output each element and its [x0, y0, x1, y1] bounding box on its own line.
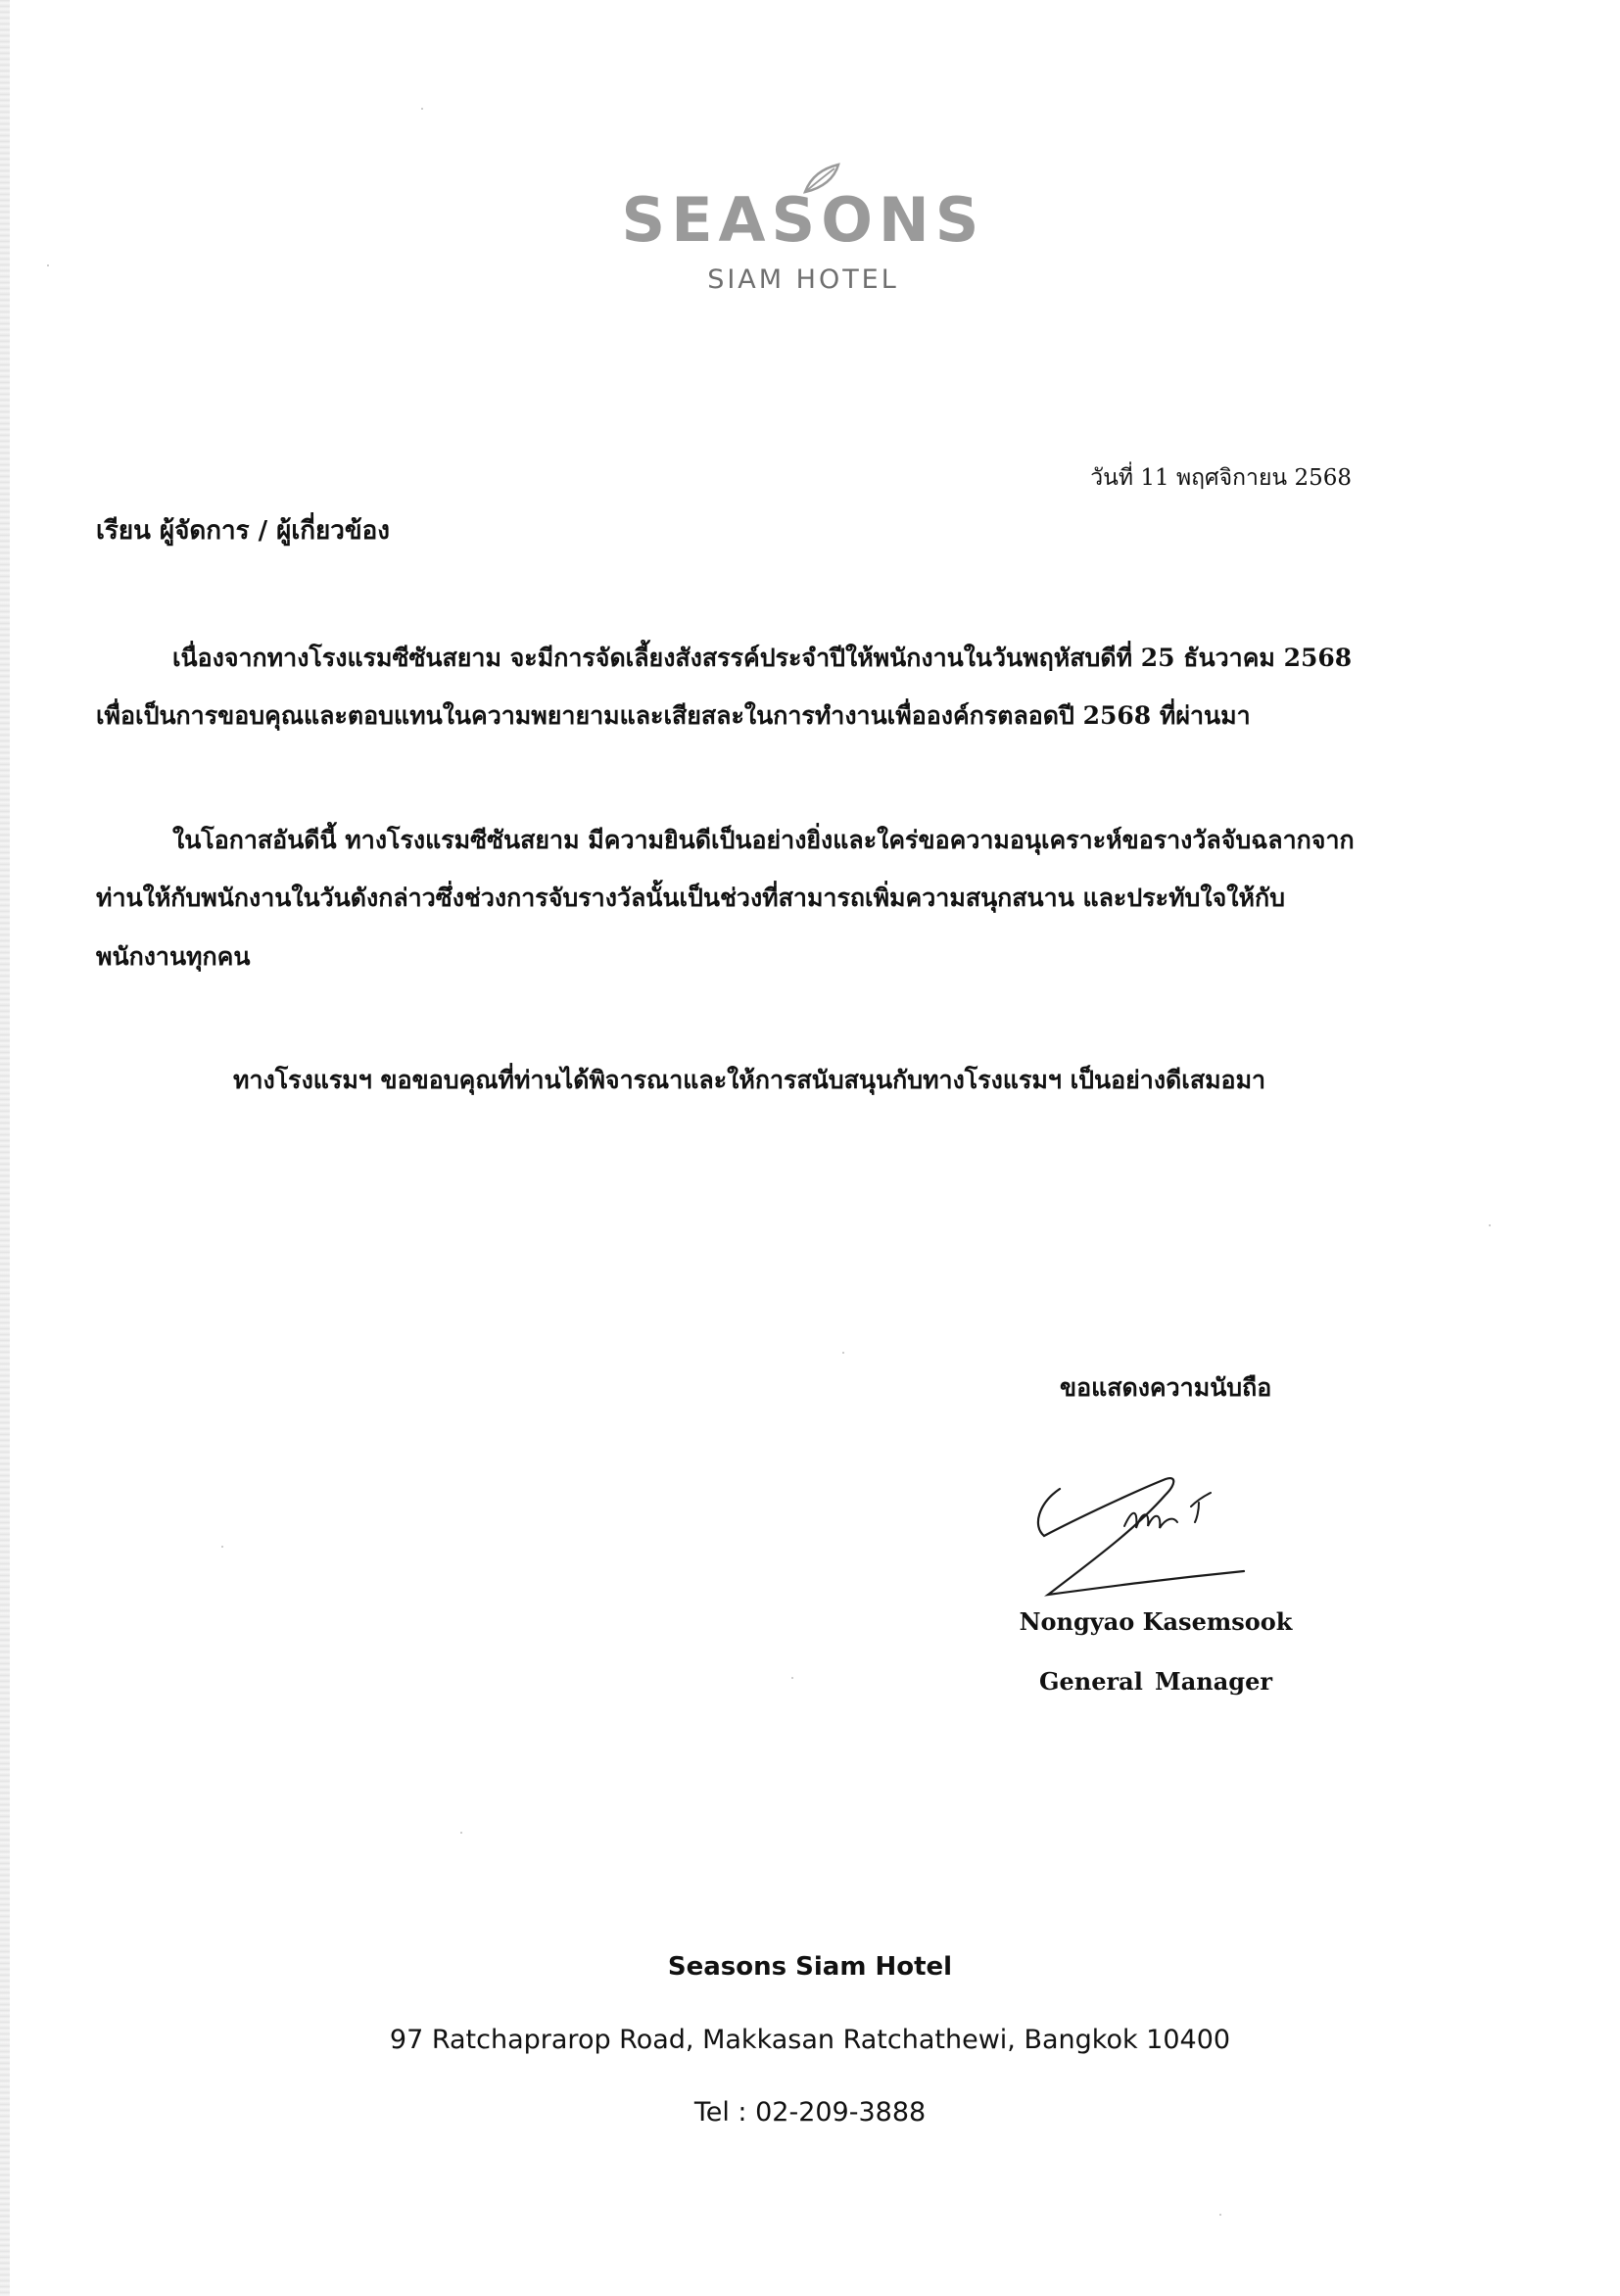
scan-speck	[421, 108, 423, 110]
letter-date: วันที่ 11 พฤศจิกายน 2568	[1090, 465, 1352, 491]
paragraph-1-line-1: เนื่องจากทางโรงแรมซีซันสยาม จะมีการจัดเลี้ยงสังสรรค์ประจำปีให้พนักงานในวันพฤหัสบดีที่ 25 ธันวาคม 2568	[172, 644, 1353, 672]
scan-speck	[1489, 1224, 1491, 1226]
paragraph-1-line-2: เพื่อเป็นการขอบคุณและตอบแทนในความพยายามและเสียสละในการทำงานเพื่อองค์กรตลอดปี 2568 ที่ผ่านมา	[96, 701, 1251, 730]
hotel-logo	[588, 147, 1019, 304]
signer-name: Nongyao Kasemsook	[1019, 1607, 1293, 1636]
scan-speck	[1219, 2214, 1221, 2216]
footer-company-name: Seasons Siam Hotel	[667, 1952, 953, 1982]
logo-subtitle: SIAM HOTEL	[707, 264, 899, 295]
paragraph-3-line-1: ทางโรงแรมฯ ขอขอบคุณที่ท่านได้พิจารณาและให้การสนับสนุนกับทางโรงแรมฯ เป็นอย่างดีเสมอมา	[233, 1066, 1266, 1094]
paragraph-2-line-3: พนักงานทุกคน	[96, 942, 251, 971]
scan-speck	[47, 264, 49, 266]
scan-speck	[791, 1677, 793, 1679]
footer-address: 97 Ratchaprarop Road, Makkasan Ratchathewi, Bangkok 10400	[389, 2025, 1231, 2055]
paragraph-2-line-2: ท่านให้กับพนักงานในวันดังกล่าวซึ่งช่วงการจับรางวัลนั้นเป็นช่วงที่สามารถเพิ่มความสนุกสนาน และประทับใจให้กับ	[96, 884, 1285, 912]
logo-brand-text: SEASONS	[621, 184, 985, 256]
closing-phrase: ขอแสดงความนับถือ	[1060, 1373, 1272, 1402]
signer-title: General Manager	[1039, 1667, 1272, 1696]
handwritten-signature	[1019, 1450, 1283, 1606]
scan-speck	[460, 1832, 462, 1834]
scan-speck	[221, 1546, 223, 1548]
footer-telephone: Tel : 02-209-3888	[693, 2097, 927, 2128]
salutation: เรียน ผู้จัดการ / ผู้เกี่ยวข้อง	[96, 516, 390, 546]
scan-speck	[842, 1352, 844, 1354]
paragraph-2-line-1: ในโอกาสอันดีนี้ ทางโรงแรมซีซันสยาม มีความยินดีเป็นอย่างยิ่งและใคร่ขอความอนุเคราะห์ขอรางวัลจับฉลากจาก	[172, 826, 1355, 854]
